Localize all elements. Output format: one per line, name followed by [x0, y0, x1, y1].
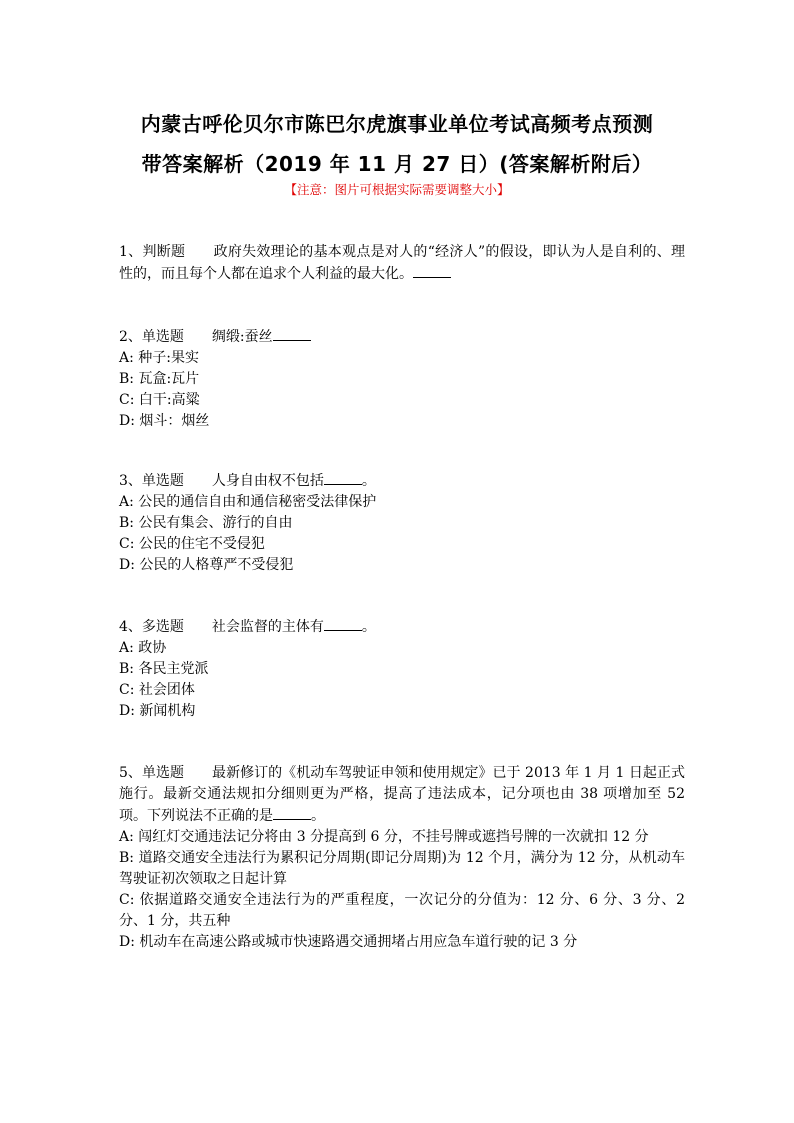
question-2	[119, 326, 685, 432]
answer-blank	[324, 616, 362, 631]
question-3-option-d: D: 公民的人格尊严不受侵犯	[119, 557, 294, 573]
question-5-option-d: D: 机动车在高速公路或城市快速路遇交通拥堵占用应急车道行驶的记 3 分	[119, 934, 578, 950]
question-2-option-c: C: 白干:高粱	[119, 392, 200, 408]
question-4-option-c: C: 社会团体	[119, 682, 195, 698]
question-4-text: 社会监督的主体有	[211, 619, 324, 635]
answer-blank	[413, 263, 451, 278]
question-3-option-a: A: 公民的通信自由和通信秘密受法律保护	[119, 494, 377, 510]
question-1-text: 政府失效理论的基本观点是对人的“经济人”的假设，即认为人是自利的、理性的，而且每个人都在追求个人利益的最大化。	[119, 244, 685, 282]
question-3-option-b: B: 公民有集会、游行的自由	[119, 515, 293, 531]
question-4-option-a: A: 政协	[119, 640, 167, 656]
question-5-option-b: B: 道路交通安全违法行为累积记分周期(即记分周期)为 12 个月，满分为 12 分，从机动车驾驶证初次领取之日起计算	[119, 850, 685, 887]
question-1	[119, 242, 685, 285]
resize-notice: 【注意：图片可根据实际需要调整大小】	[284, 182, 510, 197]
question-2-option-a: A: 种子:果实	[119, 350, 199, 366]
question-2-option-d: D: 烟斗：烟丝	[119, 413, 210, 429]
question-3-text: 人身自由权不包括	[211, 473, 324, 489]
question-2-number: 2、单选题	[119, 329, 184, 345]
question-5-option-c: C: 依据道路交通安全违法行为的严重程度，一次记分的分值为：12 分、6 分、3 分、2 分、1 分，共五种	[119, 892, 685, 929]
answer-blank	[324, 470, 362, 485]
question-5	[119, 763, 690, 953]
question-2-option-b: B: 瓦盒:瓦片	[119, 371, 200, 387]
question-3-option-c: C: 公民的住宅不受侵犯	[119, 536, 265, 552]
question-5-option-a: A: 闯红灯交通违法记分将由 3 分提高到 6 分，不挂号牌或遮挡号牌的一次就扣 12 分	[119, 829, 649, 845]
question-3	[119, 470, 685, 576]
question-1-stem	[119, 242, 685, 285]
question-4-option-d: D: 新闻机构	[119, 703, 196, 719]
question-4-option-b: B: 各民主党派	[119, 661, 209, 677]
question-4-stem: 4、多选题 社会监督的主体有 。	[119, 616, 685, 638]
page-title-line-1: 内蒙古呼伦贝尔市陈巴尔虎旗事业单位考试高频考点预测	[140, 112, 654, 136]
question-4	[119, 616, 685, 722]
answer-blank	[273, 805, 311, 820]
question-5-stem: 5、单选题 最新修订的《机动车驾驶证申领和使用规定》已于 2013 年 1 月 1 日起正式施行。最新交通法规扣分细则更为严格，提高了违法成本，记分项也由 38 项增加至 52 项。下列说法不正确的是 。	[119, 765, 690, 824]
question-4-number: 4、多选题	[119, 619, 184, 635]
question-5-number: 5、单选题	[119, 765, 185, 781]
question-1-number: 1、判断题	[119, 244, 186, 260]
question-2-stem	[119, 326, 685, 348]
page-title-line-2: 带答案解析（2019 年 11 月 27 日）(答案解析附后）	[141, 152, 653, 176]
question-5-text: 最新修订的《机动车驾驶证申领和使用规定》已于 2013 年 1 月 1 日起正式施行。最新交通法规扣分细则更为严格，提高了违法成本，记分项也由 38 项增加至 52 项。下列说法不正确的是	[119, 765, 690, 824]
question-3-number: 3、单选题	[119, 473, 184, 489]
question-3-stem: 3、单选题 人身自由权不包括 。	[119, 470, 685, 492]
question-2-text: 绸缎:蚕丝	[211, 329, 273, 345]
answer-blank	[273, 326, 311, 341]
